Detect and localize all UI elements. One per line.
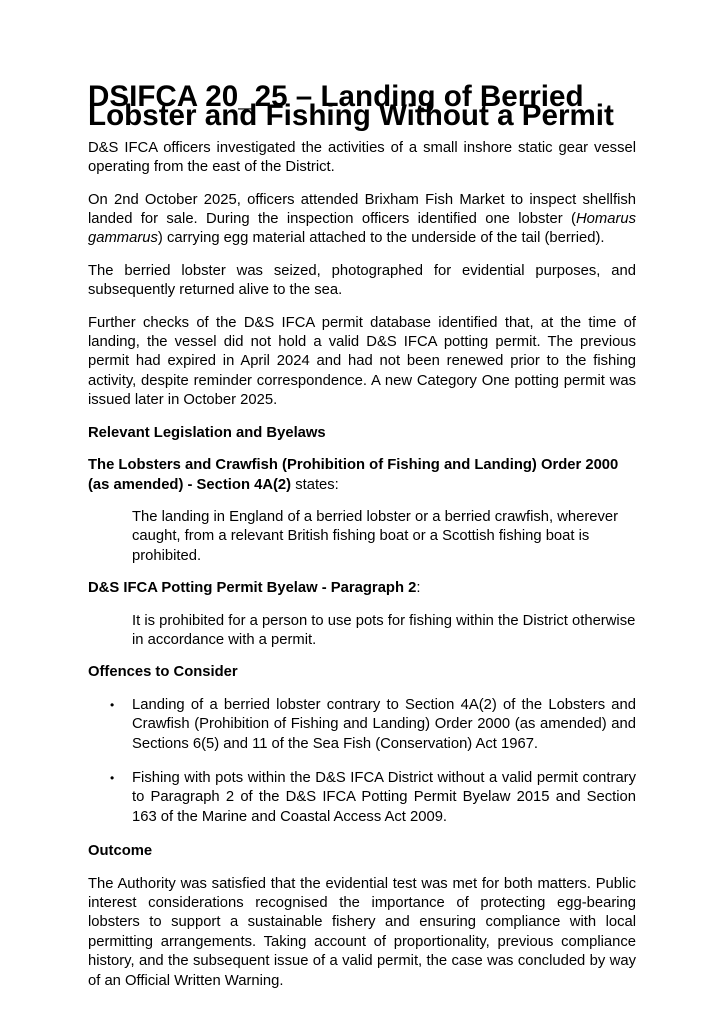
legislation-order-title [88,456,636,495]
intro-paragraph-2-text: On 2nd October 2025, officers attended Brixham Fish Market to inspect shellfish landed for sale. During the inspection officers identified one lobster ( [88,191,636,228]
intro-paragraph-3: The berried lobster was seized, photographed for evidential purposes, and subsequently returned alive to the sea. [88,262,636,299]
intro-paragraph-2-text-end: ) carrying egg material attached to the underside of the tail (berried). [157,230,605,247]
offence-item-text: Landing of a berried lobster contrary to Section 4A(2) of the Lobsters and Crawfish (Prohibition of Fishing and Landing) Order 2000 (as amended) and Sections 6(5) and 11 of the Sea Fish (Conservation) Act 1967. [132,696,636,752]
offence-list-item [88,769,636,827]
offence-list [88,696,636,827]
legislation-byelaw-title-bold: D&S IFCA Potting Permit Byelaw - Paragraph 2 [88,580,417,597]
legislation-order-title-plain: states: [291,476,339,493]
species-name-italic: Homarus gammarus [88,211,636,247]
intro-paragraph-4: Further checks of the D&S IFCA permit database identified that, at the time of landing, the vessel did not hold a valid D&S IFCA potting permit. The previous permit had expired in April 2024 and had not been renewed prior to the fishing activity, despite reminder correspondence. A new Category One potting permit was issued later in October 2025. [88,314,636,409]
legislation-byelaw-quote: It is prohibited for a person to use pots for fishing within the District otherwise in accordance with a permit. [132,612,636,648]
legislation-order-quote: The landing in England of a berried lobster or a berried crawfish, wherever caught, from a relevant British fishing boat or a Scottish fishing boat is prohibited. [132,508,619,564]
heading-outcome: Outcome [88,843,153,860]
offence-list-item [88,696,636,754]
bullet-icon: • [110,770,115,785]
heading-offences-to-consider: Offences to Consider [88,664,238,681]
legislation-order-title-bold: The Lobsters and Crawfish (Prohibition of Fishing and Landing) Order 2000 (as amended) - Section 4A(2) [88,457,619,493]
offence-item-text: Fishing with pots within the D&S IFCA District without a valid permit contrary to Paragraph 2 of the D&S IFCA Potting Permit Byelaw 2015 and Section 163 of the Marine and Coastal Access Act 2009. [132,769,636,825]
page-title: DSIFCA 20_25 – Landing of Berried Lobster and Fishing Without a Permit [88,80,614,133]
legislation-byelaw-title [88,579,636,598]
outcome-paragraph: The Authority was satisfied that the evidential test was met for both matters. Public interest considerations recognised the importance of protecting egg-bearing lobsters to support a sustainable fishery and ensuring compliance with local permitting arrangements. Taking account of proportionality, previous compliance history, and the subsequent issue of a valid permit, the case was concluded by way of an Official Written Warning. [88,875,636,989]
intro-paragraph-2 [88,191,636,249]
legislation-byelaw-title-plain: : [416,580,421,597]
bullet-icon: • [110,697,115,712]
intro-paragraph-1: D&S IFCA officers investigated the activities of a small inshore static gear vessel operating from the east of the District. [88,139,636,176]
heading-relevant-legislation: Relevant Legislation and Byelaws [88,424,326,441]
